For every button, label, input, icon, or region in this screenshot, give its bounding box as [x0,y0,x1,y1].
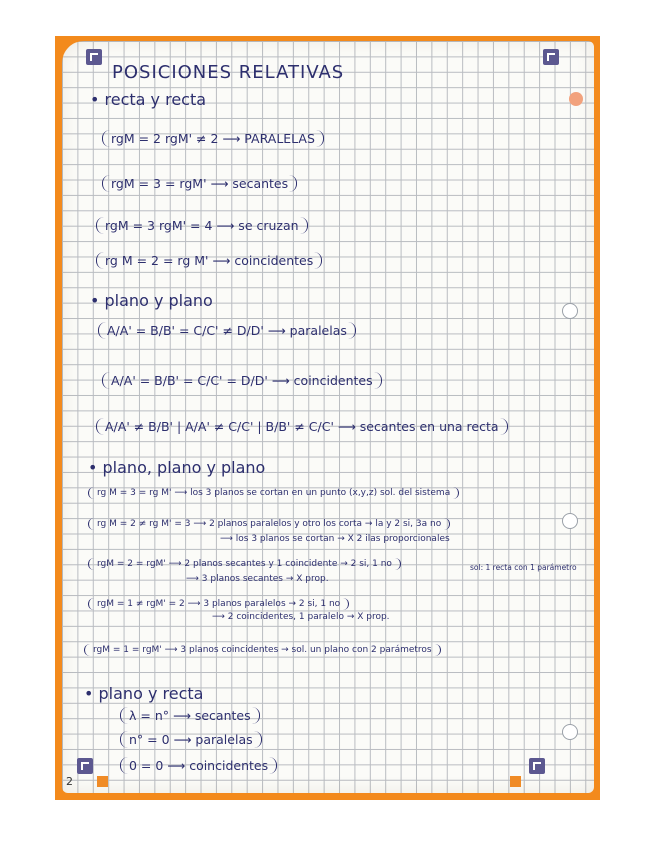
orange-square-marker [510,776,521,787]
section-heading: • plano, plano y plano [88,458,266,477]
section-heading: • plano y plano [90,291,213,310]
note-line: rg M = 3 = rg M' ⟶ los 3 planos se cortan en un punto (x,y,z) sol. del sistema [88,487,459,499]
orange-square-marker [97,776,108,787]
note-line: rgM = 2 rgM' ≠ 2 ⟶ PARALELAS [102,130,324,147]
note-line: A/A' = B/B' = C/C' ≠ D/D' ⟶ paralelas [98,322,356,339]
corner-marker-icon [86,49,102,65]
note-line: rg M = 2 = rg M' ⟶ coincidentes [96,252,322,269]
corner-marker-icon [529,758,545,774]
section-heading: • plano y recta [84,684,204,703]
corner-marker-icon [77,758,93,774]
note-line: n° = 0 ⟶ paralelas [120,731,262,748]
page-title: POSICIONES RELATIVAS [112,62,345,83]
binder-hole [562,513,578,529]
section-heading: • recta y recta [90,90,207,109]
note-line: ⟶ 2 coincidentes, 1 paralelo → X prop. [212,612,390,622]
corner-marker-icon [543,49,559,65]
binder-hole [562,724,578,740]
note-line: A/A' = B/B' = C/C' = D/D' ⟶ coincidentes [102,372,382,389]
note-line: rgM = 3 = rgM' ⟶ secantes [102,175,297,192]
note-line: rgM = 1 = rgM' ⟶ 3 planos coincidentes → sol. un plano con 2 parámetros [84,644,441,656]
binder-hole [562,303,578,319]
orange-dot-sticker [569,92,583,106]
note-line: rgM = 3 rgM' = 4 ⟶ se cruzan [96,217,308,234]
note-line: rg M = 2 ≠ rg M' = 3 ⟶ 2 planos paralelos y otro los corta → la y 2 si, 3a no [88,518,450,530]
note-line: ⟶ los 3 planos se cortan → X 2 ilas proporcionales [220,534,450,544]
note-line: rgM = 2 = rgM' ⟶ 2 planos secantes y 1 coincidente → 2 si, 1 no [88,558,401,570]
note-line: ⟶ 3 planos secantes → X prop. [186,574,329,584]
note-line: 0 = 0 ⟶ coincidentes [120,757,277,774]
page-number: 2 [66,775,73,788]
note-line: A/A' ≠ B/B' | A/A' ≠ C/C' | B/B' ≠ C/C' ⟶ secantes en una recta [96,418,508,435]
grid-paper [62,41,594,793]
note-line: rgM = 1 ≠ rgM' = 2 ⟶ 3 planos paralelos → 2 si, 1 no [88,598,349,610]
note-line: sol: 1 recta con 1 parámetro [470,563,577,572]
note-line: λ = n° ⟶ secantes [120,707,260,724]
